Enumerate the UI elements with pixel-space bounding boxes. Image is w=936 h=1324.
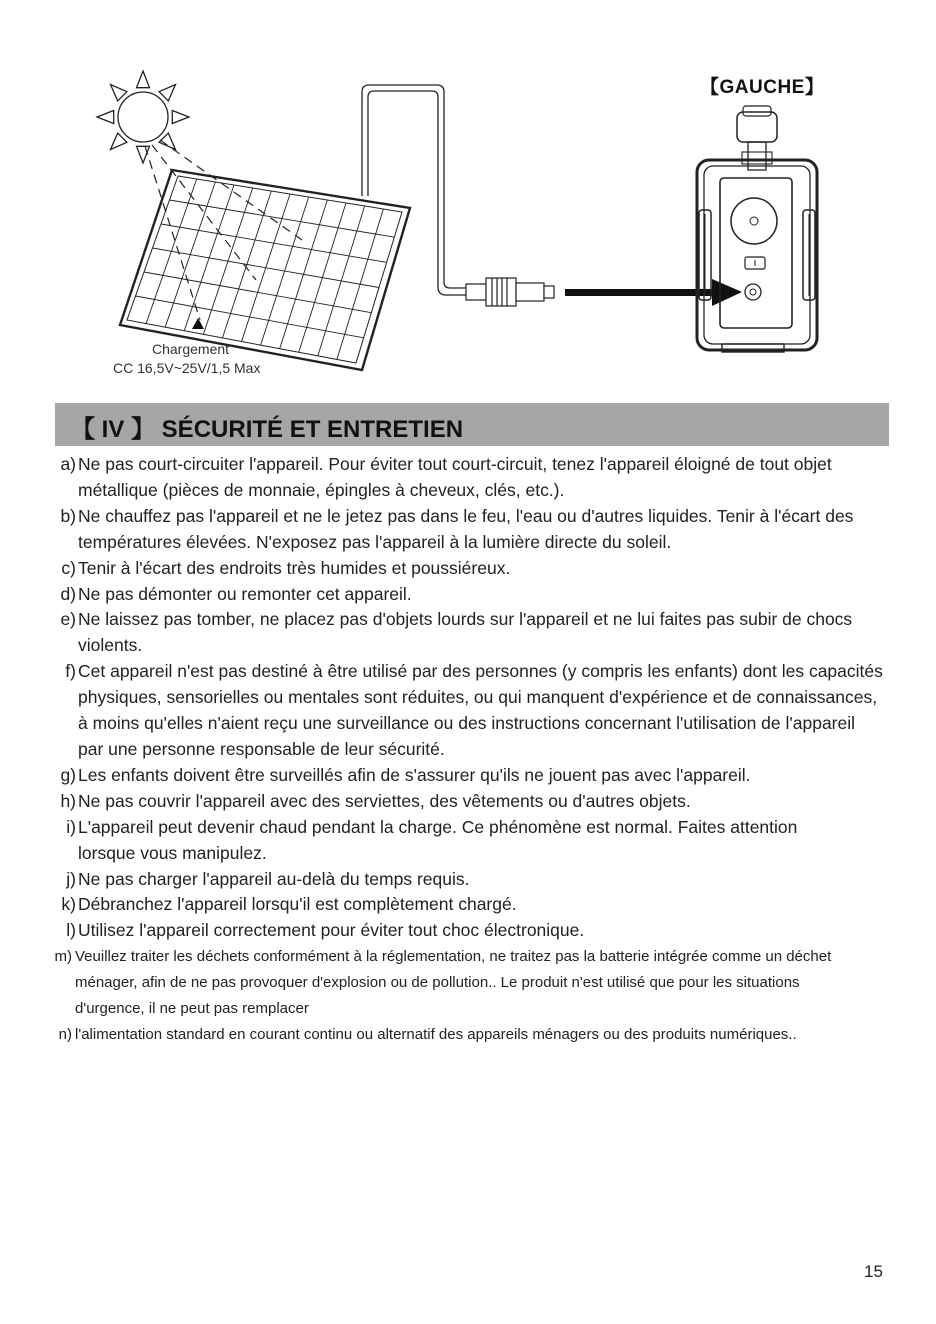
list-item [0, 918, 936, 944]
item-text: Utilisez l'appareil correctement pour éviter tout choc électronique. [78, 920, 585, 941]
item-text: Ne pas charger l'appareil au-delà du temps requis. [78, 868, 470, 889]
list-item [0, 504, 936, 556]
item-letter: d) [60, 583, 76, 604]
list-item [0, 607, 936, 659]
list-item [0, 763, 936, 789]
item-text: Veuillez traiter les déchets conformément à la réglementation, ne traitez pas la batterie intégrée comme un déchet ménager, afin de ne pas provoquer d'explosion ou de pollution.. Le produit n'est utilisé que pour les situations d'urgence, il ne peut pas remplacer [75, 948, 832, 1018]
item-letter: j) [66, 868, 76, 889]
list-item [0, 789, 936, 815]
item-text: Ne pas couvrir l'appareil avec des serviettes, des vêtements ou d'autres objets. [78, 790, 691, 811]
list-item [0, 452, 936, 504]
item-letter: m) [54, 948, 72, 966]
dc-plug-icon [466, 278, 554, 306]
safety-list [0, 452, 936, 1048]
item-text: Les enfants doivent être surveillés afin de s'assurer qu'ils ne jouent pas avec l'appareil. [78, 764, 751, 785]
list-item [0, 1022, 936, 1048]
item-letter: c) [61, 557, 76, 578]
item-text: Ne pas court-circuiter l'appareil. Pour éviter tout court-circuit, tenez l'appareil éloigné de tout objet métallique (pièces de monnaie, épingles à cheveux, clés, etc.). [78, 454, 832, 500]
list-item [0, 944, 936, 1022]
item-text: Débranchez l'appareil lorsqu'il est complètement chargé. [78, 894, 517, 915]
item-letter: b) [60, 505, 76, 526]
charging-spec-label [100, 340, 300, 378]
item-letter: e) [60, 609, 76, 630]
list-item [0, 556, 936, 582]
item-text: Ne chauffez pas l'appareil et ne le jetez pas dans le feu, l'eau ou d'autres liquides. Tenir à l'écart des températures élevées. N'exposez pas l'appareil à la lumière directe du soleil. [78, 505, 854, 552]
charging-label-line1: Chargement [152, 341, 230, 357]
device-left-side-icon [697, 106, 817, 352]
item-letter: i) [66, 816, 76, 837]
item-text: Cet appareil n'est pas destiné à être utilisé par des personnes (y compris les enfants) dont les capacités physiques, sensorielles ou mentales sont réduites, ou qui manquent d'expérience et de connaissances, à moins qu'elles n'aient reçu une surveillance ou des instructions concernant l'utilisation de l'appareil par une personne responsable de leur sécurité. [78, 661, 883, 759]
item-text: Ne pas démonter ou remonter cet appareil. [78, 583, 412, 604]
list-item [0, 867, 936, 893]
item-letter: f) [65, 661, 76, 682]
charging-cable [362, 85, 466, 295]
item-letter: h) [60, 790, 76, 811]
item-text: L'appareil peut devenir chaud pendant la charge. Ce phénomène est normal. Faites attention lorsque vous manipulez. [78, 816, 798, 863]
list-item [0, 815, 936, 867]
item-letter: l) [66, 920, 76, 941]
item-letter: g) [60, 764, 76, 785]
sun-icon [97, 71, 189, 163]
item-text: Ne laissez pas tomber, ne placez pas d'objets lourds sur l'appareil et ne lui faites pas subir de chocs violents. [78, 609, 853, 656]
page-number: 15 [864, 1262, 883, 1281]
item-text: l'alimentation standard en courant continu ou alternatif des appareils ménagers ou des produits numériques.. [75, 1026, 797, 1044]
side-label: 【GAUCHE】 [700, 77, 825, 98]
item-letter: k) [61, 894, 76, 915]
item-text: Tenir à l'écart des endroits très humides et poussiéreux. [78, 557, 511, 578]
list-item [0, 659, 936, 763]
item-letter: a) [60, 454, 76, 474]
item-letter: n) [58, 1026, 72, 1044]
section-header-bar [55, 403, 889, 446]
charging-label-line2: CC 16,5V~25V/1,5 Max [113, 360, 261, 376]
section-title: 【 IV 】 SÉCURITÉ ET ENTRETIEN [71, 416, 464, 443]
list-item [0, 582, 936, 608]
triangle-marker [192, 318, 204, 329]
list-item [0, 892, 936, 918]
arrow-icon [565, 279, 742, 306]
